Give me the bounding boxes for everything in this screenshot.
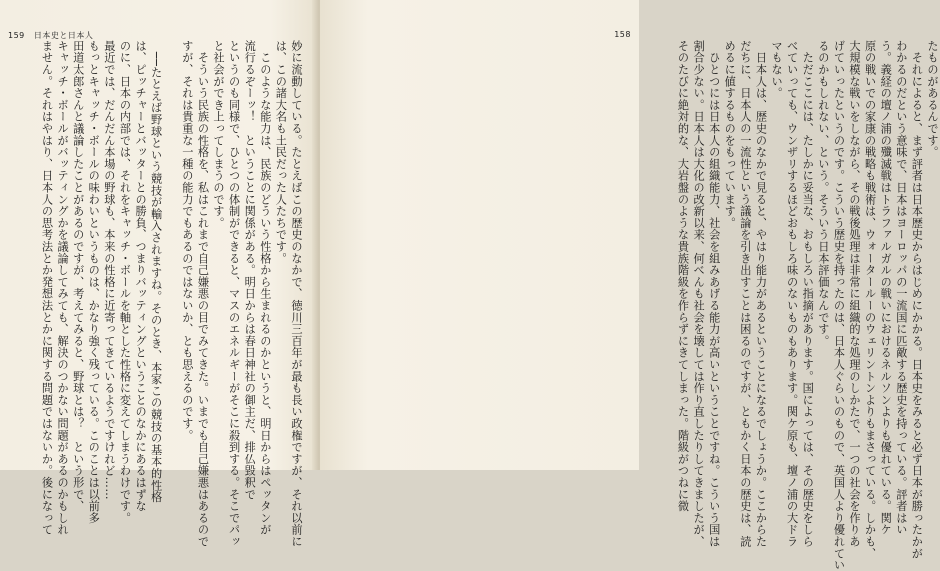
text-line: べていっても、ウンザリするほどおもしろ味のないものもあります。関ケ原も、壇ノ浦の大ドラ (785, 40, 799, 548)
text-line: 日本人は、歴史のなかで見ると、やはり能力があるということになるでしょうか。ここからた (754, 40, 768, 548)
text-line: ません。それはやはり、日本人の思考法とか発想法とかに関する問題ではないか。後になって (40, 40, 54, 536)
text-line (164, 40, 180, 465)
text-line: げていったというのです。こういう歴史を持ったのは、日本人ぐらいのもので、英国人より優れてい (832, 40, 846, 571)
text-line: るのかもしれない、という。そういう日本評価なんです。 (816, 40, 830, 347)
left-page-number: 159 (8, 31, 25, 40)
text-line: マもない。 (770, 40, 784, 99)
text-line: だちに、日本人の一流性という議論を引き出すことは困るのですが、ともかく日本の歴史は、読 (738, 40, 752, 548)
text-line: は、この諸大名も土民だった人たちです。 (274, 40, 288, 265)
text-line: のに、日本の内部では、それをキャッチ・ボールを軸とした性格に変えてしまうわけです。 (118, 40, 132, 524)
left-page (0, 0, 318, 548)
text-line: ひとつには日本人の組織能力、社会を組みあげる能力が高いということですね。こういう国は (707, 40, 721, 548)
right-page-number: 158 (614, 30, 631, 39)
left-page-body (12, 40, 304, 548)
text-line: 最近では、だんだん本場の野球も、本来の性格に近寄ってきているようですけれど…… (102, 40, 116, 501)
text-line: は、ピッチャーとバッターとの勝負、つまりバッティングということのなかにあるはずな (134, 40, 148, 512)
right-page-header (614, 30, 631, 39)
text-line: このような能力は、民族のどういう性格から生まれるのかというと、明日からはペッタンが (258, 40, 272, 536)
text-line: そのたびに絶対的な、大岩盤のような貴族階級を作らずにきてしまった。階級がつねに微 (676, 40, 690, 512)
text-line: ──たとえば野球という競技が輸入されますね。そのとき、本家この競技の基本的性格 (149, 40, 163, 504)
text-line: すが、それは貴重な一種の能力でもあるのではないか、とも思えるのです。 (180, 40, 194, 442)
text-line: もっとキャッチ・ボールの味わいというものは、かなり強く残っている。このことは以前多 (87, 40, 101, 524)
text-line: たものがあるんです。 (926, 40, 939, 158)
text-line: 田道太郎さんと議論したことがあるのですが、考えてみると、野球とは？ という形で、 (71, 40, 85, 512)
text-line: う。義経の壇ノ浦の殲滅戦はトラファルガルの戦いにおけるネルソンよりも優れている。関ケ (879, 40, 893, 536)
right-page-body (652, 40, 940, 571)
text-line: ただここには、たしかに妥当な、おもしろい指摘があります。国によっては、その歴史をしら (801, 40, 815, 548)
text-line: それによると、まず評者は日本歴史からはじめにかかる。日本史をみると必ず日本が勝ったかが (910, 40, 924, 560)
text-line: キャッチ・ボールがバッティングかを議論してみても、解決のつかない問題があるのかもしれ (56, 40, 70, 536)
text-line: めるに値するものをもっています。 (723, 40, 737, 229)
text-line: わかるのだという意味で、日本はヨーロッパの一流国に匹敵する歴史を持っている。評者はい (894, 40, 908, 536)
text-line: 原の戦いでの家康の戦略も戦術は、ウォータールーのウェリントンよりもまさっている。しかも、 (863, 40, 877, 560)
text-line: 大規模な戦いをしながら、その戦後処理は非常に組織的な処理のしかたで、一つの社会を作りあ (848, 40, 862, 548)
text-line: そういう民族の性格を、私はこれまで自己嫌悪の目でみてきた。いまでも自己嫌悪はあるので (196, 40, 210, 548)
right-page (320, 0, 939, 571)
text-line: 流行るぞーッ！ ということに関係がある。明日からは春日神社の御主だ、排仏毀釈で (243, 40, 257, 501)
text-line: と社会ができ上ってしまうのです。 (212, 40, 226, 229)
running-head: 日本史と日本人 (33, 31, 94, 40)
text-line: 割合少ない。日本人は大化の改新以来、何べんも社会を壊しては作り直したりしてきましたが、 (692, 40, 706, 548)
text-line: というのも同様で、ひとつの体制ができると、マスのエネルギーがそこに殺到する。そこでパッ (227, 40, 241, 548)
text-line: 妙に流動している。たとえばこの歴史のなかで、徳川三百年が最も長い政権ですが、それ以前に (290, 40, 303, 548)
